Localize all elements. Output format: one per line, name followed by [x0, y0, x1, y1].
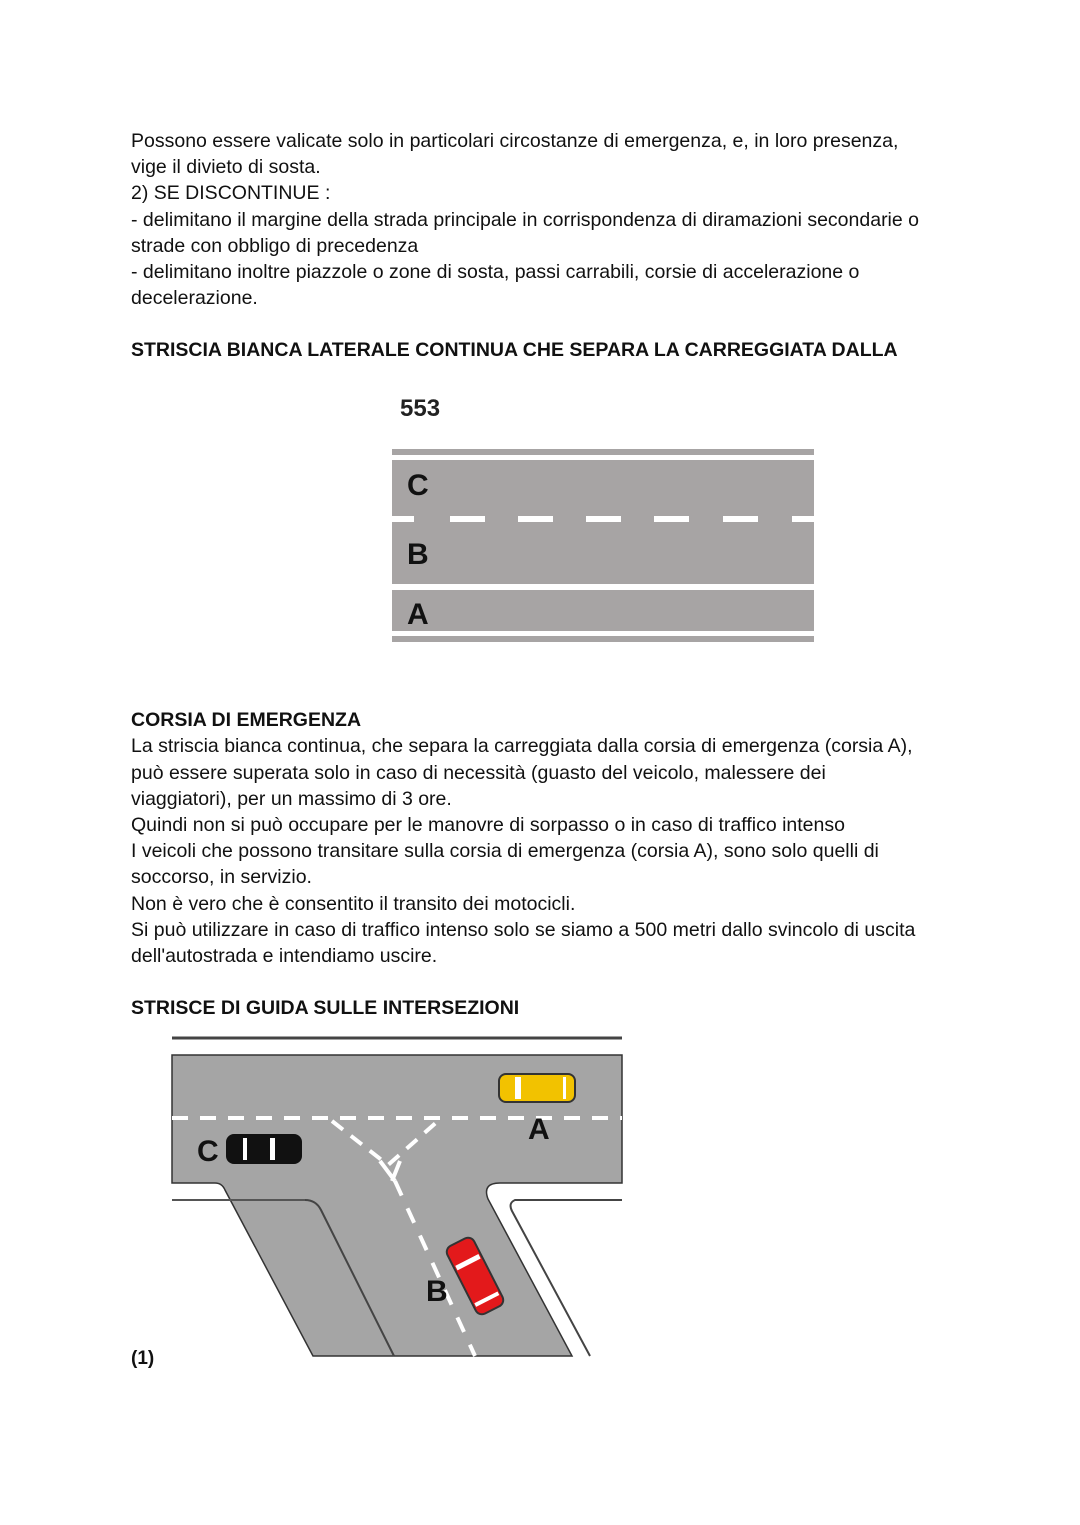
section-heading-striscia: STRISCIA BIANCA LATERALE CONTINUA CHE SEPARA LA CARREGGIATA DALLA [131, 339, 898, 362]
car-a-icon [499, 1074, 575, 1102]
emergency-lane [392, 590, 814, 631]
paragraph-line: Possono essere valicate solo in particolari circostanze di emergenza, e, in loro presenza, [131, 130, 899, 152]
paragraph-line: strade con obbligo di precedenza [131, 234, 419, 257]
paragraph-line: - delimitano il margine della strada principale in corrispondenza di diramazioni secondarie o [131, 208, 919, 231]
vehicle-label-b: B [426, 1275, 448, 1308]
lane-label-a: A [407, 598, 429, 631]
figure-number: 553 [400, 395, 441, 422]
lane-label-c: C [407, 469, 429, 502]
paragraph-line: soccorso, in servizio. [131, 866, 312, 889]
paragraph-line: La striscia bianca continua, che separa la carreggiata dalla corsia di emergenza (corsia A), [131, 735, 913, 758]
lane-label-b: B [407, 538, 429, 571]
vehicle-label-c: C [197, 1135, 219, 1168]
paragraph-line: viaggiatori), per un massimo di 3 ore. [131, 787, 452, 810]
section-heading-strisce-guida: STRISCE DI GUIDA SULLE INTERSEZIONI [131, 997, 520, 1020]
section-heading-corsia-emergenza: CORSIA DI EMERGENZA [131, 709, 362, 732]
paragraph-line: Non è vero che è consentito il transito dei motocicli. [131, 892, 576, 915]
paragraph-line: Quindi non si può occupare per le manovre di sorpasso o in caso di traffico intenso [131, 814, 845, 837]
vehicle-label-a: A [528, 1113, 550, 1146]
paragraph-line: decelerazione. [131, 287, 258, 310]
paragraph-line: I veicoli che possono transitare sulla corsia di emergenza (corsia A), sono solo quelli di [131, 840, 879, 863]
paragraph-line: vige il divieto di sosta. [131, 156, 321, 179]
lane-diagram-figure [390, 390, 820, 650]
paragraph-line: - delimitano inoltre piazzole o zone di sosta, passi carrabili, corsie di accelerazione o [131, 261, 860, 284]
paragraph-line: può essere superata solo in caso di necessità (guasto del veicolo, malessere dei [131, 761, 826, 784]
paragraph-line: 2) SE DISCONTINUE : [131, 182, 331, 205]
car-c-icon [226, 1134, 302, 1164]
figure-caption: (1) [131, 1348, 155, 1369]
paragraph-line: dell'autostrada e intendiamo uscire. [131, 945, 438, 968]
intersection-diagram-figure [170, 1033, 630, 1363]
paragraph-line: Si può utilizzare in caso di traffico intenso solo se siamo a 500 metri dallo svincolo di uscita [131, 918, 916, 941]
